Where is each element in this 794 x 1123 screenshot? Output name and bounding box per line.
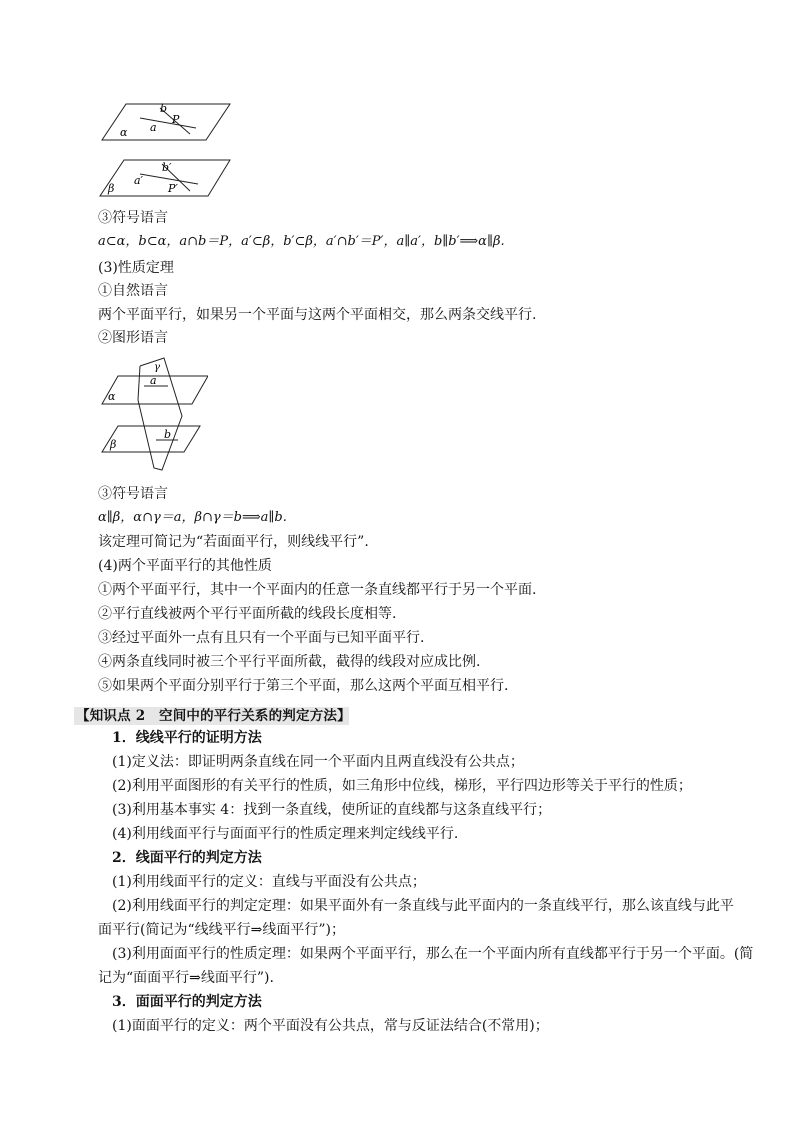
method2-item: (1)利用线面平行的定义：直线与平面没有公共点；: [112, 874, 426, 890]
label-a-prime: a′: [134, 174, 144, 187]
plane-gamma: [138, 358, 182, 470]
intersecting-planes-figure: [98, 356, 208, 476]
symbol-language-heading: ③符号语言: [98, 210, 168, 226]
natural-language-text: 两个平面平行，如果另一个平面与这两个平面相交，那么两条交线平行.: [98, 307, 537, 323]
label-alpha: α: [120, 126, 128, 139]
method2-item: (3)利用面面平行的性质定理：如果两个平面平行，那么在一个平面内所有直线都平行于另一个平面。(简: [112, 946, 754, 962]
parallel-planes-figure: [98, 98, 238, 202]
property-item: ②平行直线被两个平行平面所截的线段长度相等.: [98, 606, 397, 622]
method1-item: (3)利用基本事实 4：找到一条直线，使所证的直线都与这条直线平行；: [112, 802, 552, 818]
method1-item: (1)定义法：即证明两条直线在同一个平面内且两直线没有公共点；: [112, 754, 524, 770]
method1-title: 1．线线平行的证明方法: [112, 730, 262, 746]
symbol-formula-2: α∥β，α∩γ＝a，β∩γ＝b⟹a∥b.: [98, 510, 287, 525]
method2-item: (2)利用线面平行的判定定理：如果平面外有一条直线与此平面内的一条直线平行，那么该直线与此平: [112, 898, 734, 914]
method3-item: (1)面面平行的定义：两个平面没有公共点，常与反证法结合(不常用)；: [112, 1018, 549, 1034]
label-b-2: b: [164, 428, 172, 441]
label-P-prime: P′: [168, 182, 178, 195]
theorem-summary: 该定理可简记为“若面面平行，则线线平行”.: [98, 534, 369, 550]
symbol-formula-1: a⊂α，b⊂α，a∩b＝P，a′⊂β，b′⊂β，a′∩b′＝P′，a∥a′，b∥b′⟹α∥β.: [98, 234, 505, 249]
plane-beta: [100, 160, 230, 196]
knowledge-point-title: 【知识点 2 空间中的平行关系的判定方法】: [76, 708, 351, 724]
label-beta-2: β: [110, 438, 117, 451]
method2-item-continued: 面平行(简记为“线线平行⇒线面平行”)；: [98, 922, 345, 938]
property-item: ③经过平面外一点有且只有一个平面与已知平面平行.: [98, 630, 425, 646]
label-gamma: γ: [154, 362, 160, 373]
method2-title: 2．线面平行的判定方法: [112, 850, 262, 866]
label-b: b: [160, 102, 168, 115]
method1-item: (4)利用线面平行与面面平行的性质定理来判定线线平行.: [112, 826, 459, 842]
natural-language-heading: ①自然语言: [98, 283, 168, 299]
other-properties-heading: (4)两个平面平行的其他性质: [98, 558, 272, 574]
property-item: ①两个平面平行，其中一个平面内的任意一条直线都平行于另一个平面.: [98, 582, 537, 598]
label-beta: β: [108, 182, 115, 195]
label-alpha-2: α: [108, 390, 116, 403]
property-item: ⑤如果两个平面分别平行于第三个平面，那么这两个平面互相平行.: [98, 678, 509, 694]
method1-item: (2)利用平面图形的有关平行的性质，如三角形中位线，梯形，平行四边形等关于平行的性质；: [112, 778, 692, 794]
label-P: P: [172, 113, 180, 126]
method3-title: 3．面面平行的判定方法: [112, 994, 262, 1010]
plane-alpha: [102, 102, 230, 140]
method2-item-continued: 记为“面面平行⇒线面平行”).: [98, 970, 274, 986]
plane-beta-2: [102, 426, 200, 452]
label-b-prime: b′: [162, 161, 172, 174]
graphic-language-heading: ②图形语言: [98, 330, 168, 346]
symbol-language-heading-2: ③符号语言: [98, 486, 168, 502]
property-theorem-heading: (3)性质定理: [98, 260, 174, 276]
label-a: a: [150, 121, 157, 134]
property-item: ④两条直线同时被三个平行平面所截，截得的线段对应成比例.: [98, 654, 481, 670]
label-a-2: a: [150, 374, 157, 387]
